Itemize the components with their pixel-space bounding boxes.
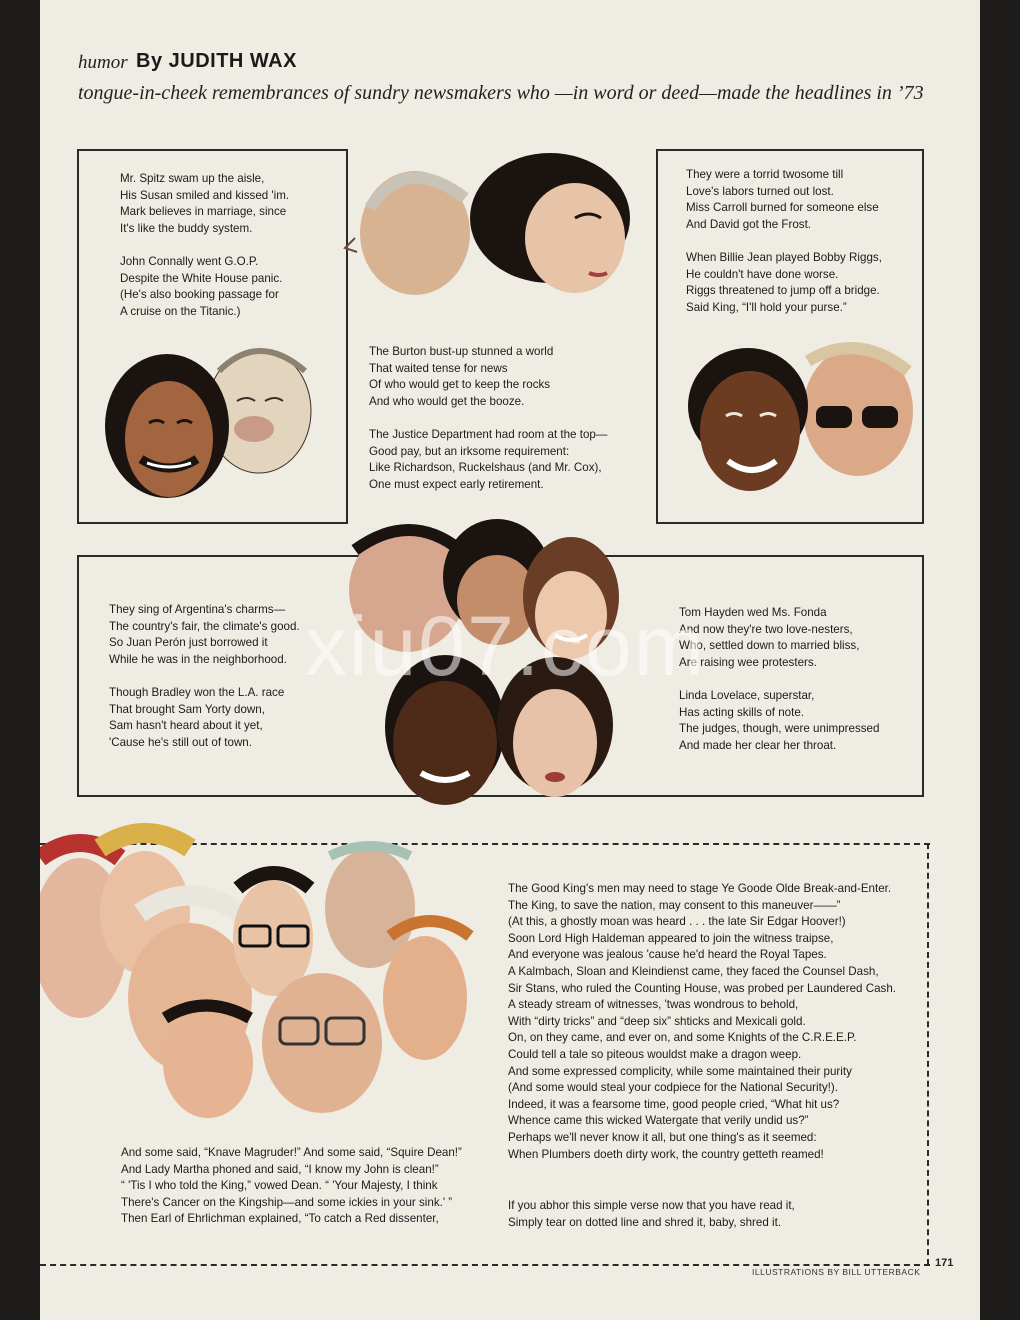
illustration-spitz-connally (89, 331, 339, 521)
tear-line-right (927, 843, 929, 1265)
caricature-face-icon (262, 973, 382, 1113)
caricature-face-icon (688, 348, 808, 491)
byline: By JUDITH WAX (136, 50, 297, 72)
illustration-watergate-cast (40, 818, 475, 1118)
magazine-page (40, 0, 980, 1320)
subtitle: tongue-in-cheek remembrances of sundry newsmakers who —in word or deed—made the headlines in ’73 (78, 82, 924, 104)
caricature-face-icon (105, 354, 229, 498)
verse-spitz-connally: Mr. Spitz swam up the aisle, His Susan smiled and kissed 'im. Mark believes in marriage, since It's like the buddy system. John Connally went G.O.P. Despite the White House panic. (He's also booking passage for A cruise on the Titanic.) (120, 172, 290, 318)
caricature-face-icon (470, 153, 630, 293)
illustration-burton-taylor (345, 148, 645, 318)
verse-watergate-left: And some said, “Knave Magruder!” And some said, “Squire Dean!” And Lady Martha phoned and said, “I know my John is clean!” “ 'Tis I who told the King,” vowed Dean. “ 'Your Majesty, I think There's Cancer on the Kingship—and some ickies in your sink.' ” Then Earl of Ehrlichman explained, “To catch a Red dissenter, (121, 1146, 462, 1226)
box-carroll-king (656, 149, 924, 524)
page-number: 171 (935, 1257, 954, 1269)
caricature-face-icon (803, 346, 913, 476)
verse-hayden-lovelace: Tom Hayden wed Ms. Fonda And now they're two love-nesters, Who, settled down to married bliss, Are raising wee protesters. Linda Lovelace, superstar, Has acting skills of note. The judges, though, were unimpressed And made her clear her throat. (679, 606, 880, 752)
verse-carroll-king: They were a torrid twosome till Love's labors turned out lost. Miss Carroll burned for someone else And David got the Frost. When Billie Jean played Bobby Riggs, He couldn't have done worse. Riggs threatened to jump off a bridge. Said King, “I'll hold your purse.” (686, 168, 882, 314)
verse-peron-bradley: They sing of Argentina's charms— The country's fair, the climate's good. So Juan Perón just borrowed it While he was in the neighborhood. Though Bradley won the L.A. race That brought Sam Yorty down, Sam hasn't heard about it yet, 'Cause he's still out of town. (109, 603, 300, 749)
verse-burton-justice: The Burton bust-up stunned a world That waited tense for news Of who would get to keep the rocks And who would get the booze. The Justice Department had room at the top— Good pay, but an irksome requirement: Like Richardson, Ruckelshaus (and Mr. Cox), One must expect early retirement. (369, 345, 608, 491)
box-spitz-connally (77, 149, 348, 524)
verse-watergate-right: The Good King's men may need to stage Ye Goode Olde Break-and-Enter. The King, to save the nation, may consent to this maneuver——” (At this, a ghostly moan was heard . . . the late Sir Edgar Hoover!) Soon Lord High Haldeman appeared to join the witness traipse, And everyone was jealous 'cause he'd heard the Royal Tapes. A Kalmbach, Sloan and Kleindienst came, they faced the Counsel Dash, Sir Stans, who ruled the Counting House, was probed per Laundered Cash. A steady stream of witnesses, 'twas wondrous to behold, With “dirty tricks” and “deep six” shticks and Mexicali gold. On, on they came, and ever on, and some Knights of the C.R.E.E.P. Could tell a tale so piteous wouldst make a dragon weep. And some expressed complicity, while some maintained their purity (And some would steal your codpiece for the National Security!). Indeed, it was a fearsome time, good people cried, “What hit us? Whence came this wicked Watergate that verily undid us?” Perhaps we'll never know it all, but one thing's as it seemed: When Plumbers doeth dirty work, the country getteth reamed! (508, 882, 896, 1161)
watermark: xiu07.com (305, 599, 706, 693)
caricature-face-icon (345, 171, 470, 295)
illustration-credit: ILLUSTRATIONS BY BILL UTTERBACK (752, 1267, 921, 1277)
verse-closing: If you abhor this simple verse now that you have read it, Simply tear on dotted line and shred it, baby, shred it. (508, 1199, 795, 1229)
tear-line-bottom (40, 1264, 930, 1266)
section-kicker: humor (78, 52, 128, 73)
illustration-king-riggs (678, 326, 918, 516)
